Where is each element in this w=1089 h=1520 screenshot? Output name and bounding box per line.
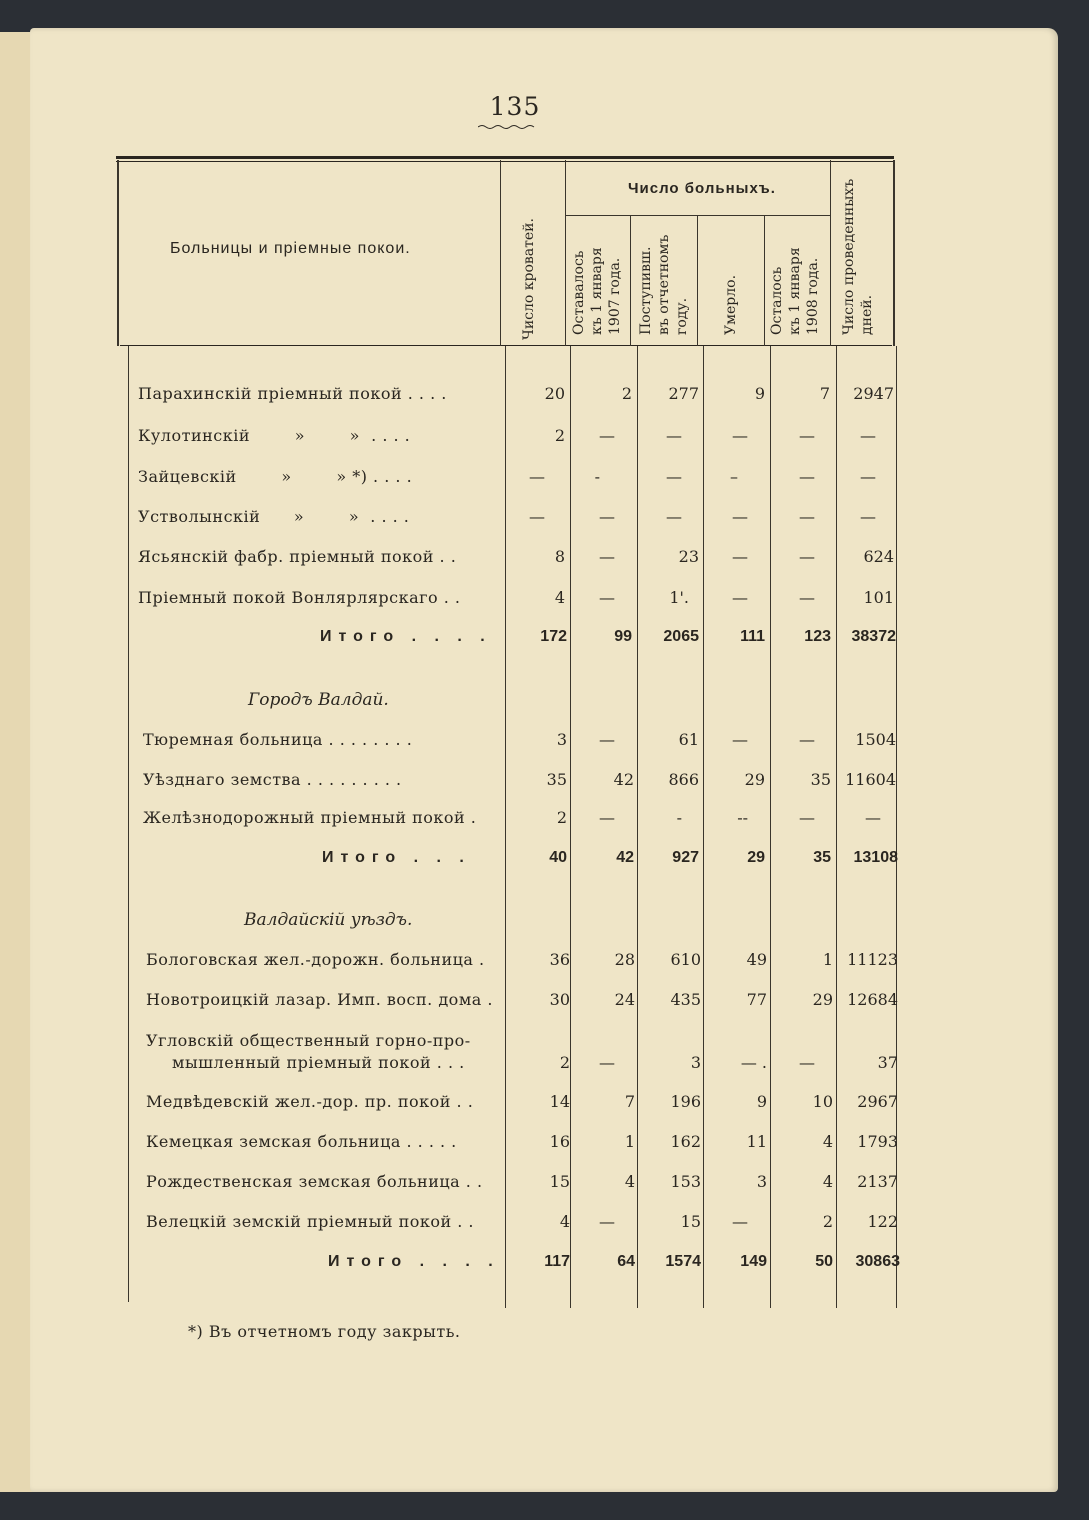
cell-remaining-1908: —	[799, 467, 815, 486]
total-died: 29	[747, 849, 765, 866]
cell-days: —	[860, 426, 876, 445]
total-beds: 117	[544, 1253, 570, 1270]
cell-admitted: 610	[670, 950, 701, 969]
cell-remaining-1908: 29	[812, 990, 833, 1009]
total-label: Итого . . .	[322, 849, 471, 866]
cell-admitted: 3	[690, 1053, 701, 1072]
table-row	[0, 426, 1089, 450]
cell-remaining-1908: —	[799, 507, 815, 526]
cell-remaining-1908: 4	[822, 1132, 833, 1151]
table-row	[0, 770, 1089, 794]
cell-died: —	[732, 426, 748, 445]
cell-beds: 15	[549, 1172, 570, 1191]
total-beds: 172	[540, 628, 567, 645]
cell-admitted: 866	[668, 770, 699, 789]
header-beds: Число кроватей.	[521, 218, 537, 340]
table-row	[0, 588, 1089, 612]
cell-beds: 2	[554, 426, 565, 445]
cell-beds: 16	[549, 1132, 570, 1151]
cell-admitted: —	[666, 426, 682, 445]
patients-group-rule	[566, 215, 830, 216]
row-name: Новотроицкій лазар. Имп. восп. дома .	[146, 990, 493, 1009]
table-row	[0, 730, 1089, 754]
row-name: Медвѣдевскій жел.-дор. пр. покой . .	[146, 1092, 474, 1111]
table-row	[0, 507, 1089, 531]
total-remaining-1907: 42	[616, 849, 634, 866]
cell-beds: 4	[554, 588, 565, 607]
cell-days: 2967	[857, 1092, 898, 1111]
table-row	[0, 1092, 1089, 1116]
cell-days: 624	[863, 547, 894, 566]
cell-remaining-1908: 1	[822, 950, 833, 969]
row-name: Рождественская земская больница . .	[146, 1172, 483, 1191]
total-remaining-1908: 50	[815, 1253, 833, 1270]
cell-admitted: 61	[678, 730, 699, 749]
cell-admitted: 196	[670, 1092, 701, 1111]
cell-days: 2947	[853, 384, 894, 403]
cell-beds: 35	[546, 770, 567, 789]
cell-admitted: 435	[670, 990, 701, 1009]
cell-remaining-1908: 7	[819, 384, 830, 403]
cell-admitted: 23	[678, 547, 699, 566]
cell-beds: —	[529, 507, 545, 526]
total-row	[0, 628, 1089, 652]
row-name: Угловскій общественный горно-про-	[146, 1031, 471, 1050]
cell-days: —	[860, 467, 876, 486]
cell-days: —	[860, 507, 876, 526]
table-top-rule-thin	[116, 161, 894, 162]
cell-beds: 2	[556, 808, 567, 827]
header-divider	[697, 215, 698, 346]
cell-admitted: 15	[680, 1212, 701, 1231]
cell-beds: 3	[556, 730, 567, 749]
row-name: Желѣзнодорожный пріемный покой .	[143, 808, 477, 827]
cell-died: --	[737, 808, 748, 827]
cell-died: —	[732, 547, 748, 566]
cell-beds: 36	[549, 950, 570, 969]
cell-died: 77	[746, 990, 767, 1009]
header-divider	[764, 215, 765, 346]
row-name: Бологовская жел.-дорожн. больница .	[146, 950, 485, 969]
total-row	[0, 849, 1089, 873]
cell-died: 9	[754, 384, 765, 403]
total-died: 149	[740, 1253, 767, 1270]
header-died: Умерло.	[723, 274, 739, 335]
header-admitted: Поступивш. въ отчетномъ году.	[638, 234, 690, 335]
table-row	[0, 467, 1089, 491]
row-name: Устволынскій » » . . . .	[138, 507, 410, 526]
cell-remaining-1907: 7	[624, 1092, 635, 1111]
table-row	[0, 547, 1089, 571]
cell-died: —	[732, 730, 748, 749]
total-remaining-1908: 35	[813, 849, 831, 866]
total-beds: 40	[549, 849, 567, 866]
cell-remaining-1908: —	[799, 547, 815, 566]
cell-remaining-1908: —	[799, 808, 815, 827]
cell-died: —	[732, 507, 748, 526]
header-days: Число проведенныхъ дней.	[841, 178, 875, 335]
cell-died: — .	[740, 1053, 767, 1072]
cell-beds: 14	[549, 1092, 570, 1111]
cell-remaining-1907: —	[599, 507, 615, 526]
cell-remaining-1908: 10	[812, 1092, 833, 1111]
row-name: Тюремная больница . . . . . . . .	[143, 730, 413, 749]
cell-remaining-1907: —	[599, 426, 615, 445]
table-row	[0, 1172, 1089, 1196]
header-left-border	[117, 160, 119, 346]
cell-beds: 20	[544, 384, 565, 403]
total-remaining-1908: 123	[804, 628, 831, 645]
header-divider	[830, 160, 831, 346]
cell-died: 11	[746, 1132, 767, 1151]
cell-admitted: 277	[668, 384, 699, 403]
cell-admitted: 153	[670, 1172, 701, 1191]
cell-days: 1793	[857, 1132, 898, 1151]
cell-admitted: -	[676, 808, 682, 827]
cell-remaining-1907: 42	[613, 770, 634, 789]
header-divider	[565, 160, 566, 346]
table-row	[0, 950, 1089, 974]
section-title: Валдайскій уѣздъ.	[244, 910, 413, 930]
cell-admitted: 1'.	[669, 588, 689, 607]
cell-died: —	[732, 1212, 748, 1231]
total-admitted: 1574	[665, 1253, 701, 1270]
table-row	[0, 990, 1089, 1014]
row-name: Велецкій земскій пріемный покой . .	[146, 1212, 475, 1231]
cell-beds: 8	[554, 547, 565, 566]
cell-remaining-1908: 35	[810, 770, 831, 789]
cell-remaining-1907: 1	[624, 1132, 635, 1151]
table-top-rule	[116, 156, 894, 159]
table-row	[0, 808, 1089, 832]
cell-remaining-1907: 28	[614, 950, 635, 969]
total-days: 13108	[853, 849, 898, 866]
cell-beds: —	[529, 467, 545, 486]
cell-died: 29	[744, 770, 765, 789]
cell-died: 49	[746, 950, 767, 969]
page-number-ornament	[478, 124, 536, 130]
total-remaining-1907: 99	[614, 628, 632, 645]
table-header-rule	[120, 345, 892, 346]
section-title: Городъ Валдай.	[248, 690, 389, 710]
cell-remaining-1907: 4	[624, 1172, 635, 1191]
row-name: Кулотинскій » » . . . .	[138, 426, 411, 445]
row-name: Уѣзднаго земства . . . . . . . . .	[143, 770, 402, 789]
cell-remaining-1907: —	[599, 808, 615, 827]
row-name: Парахинскій пріемный покой . . . .	[138, 384, 447, 403]
cell-died: —	[732, 588, 748, 607]
header-remaining-1907: Оставалось къ 1 января 1907 года.	[571, 247, 623, 335]
total-days: 38372	[851, 628, 896, 645]
cell-remaining-1907: -	[594, 467, 600, 486]
cell-remaining-1908: 2	[822, 1212, 833, 1231]
header-patients-group: Число больныхъ.	[628, 180, 776, 197]
header-right-border	[893, 160, 895, 346]
cell-days: —	[865, 808, 881, 827]
cell-days: 122	[867, 1212, 898, 1231]
cell-remaining-1907: —	[599, 547, 615, 566]
cell-remaining-1908: 4	[822, 1172, 833, 1191]
header-remaining-1908: Осталось къ 1 января 1908 года.	[769, 247, 821, 335]
row-name: Зайцевскій » » *) . . . .	[138, 467, 413, 486]
cell-remaining-1908: —	[799, 730, 815, 749]
cell-admitted: —	[666, 507, 682, 526]
total-label: Итого . . . .	[320, 628, 492, 645]
cell-remaining-1907: 2	[621, 384, 632, 403]
row-name: Кемецкая земская больница . . . . .	[146, 1132, 457, 1151]
total-admitted: 2065	[663, 628, 699, 645]
cell-days: 11123	[847, 950, 898, 969]
row-name: Ясьянскій фабр. пріемный покой . .	[138, 547, 457, 566]
total-died: 111	[740, 628, 765, 645]
cell-days: 12684	[847, 990, 898, 1009]
cell-died: 9	[756, 1092, 767, 1111]
cell-beds: 30	[549, 990, 570, 1009]
cell-beds: 2	[559, 1053, 570, 1072]
cell-remaining-1908: —	[799, 1053, 815, 1072]
total-row	[0, 1253, 1089, 1277]
cell-days: 11604	[845, 770, 896, 789]
total-days: 30863	[855, 1253, 900, 1270]
header-divider	[500, 160, 501, 346]
cell-admitted: —	[666, 467, 682, 486]
cell-remaining-1907: —	[599, 1212, 615, 1231]
header-institution: Больницы и пріемные покои.	[170, 240, 411, 257]
cell-remaining-1907: —	[599, 730, 615, 749]
cell-remaining-1907: —	[599, 588, 615, 607]
page-number: 135	[489, 92, 541, 121]
row-name: Пріемный покой Вонлярлярскаго . .	[138, 588, 461, 607]
table-row	[0, 1132, 1089, 1156]
total-label: Итого . . . .	[328, 1253, 500, 1270]
cell-remaining-1907: 24	[614, 990, 635, 1009]
header-divider	[630, 215, 631, 346]
total-remaining-1907: 64	[617, 1253, 635, 1270]
cell-days: 2137	[857, 1172, 898, 1191]
table-row	[0, 1212, 1089, 1236]
cell-remaining-1908: —	[799, 588, 815, 607]
cell-days: 101	[863, 588, 894, 607]
cell-died: 3	[756, 1172, 767, 1191]
cell-days: 1504	[855, 730, 896, 749]
cell-died: –	[730, 467, 738, 486]
cell-days: 37	[877, 1053, 898, 1072]
row-name-continuation: мышленный пріемный покой . . .	[172, 1053, 465, 1072]
cell-remaining-1908: —	[799, 426, 815, 445]
total-admitted: 927	[672, 849, 699, 866]
table-row	[0, 1031, 1089, 1077]
table-row	[0, 384, 1089, 408]
cell-remaining-1907: —	[599, 1053, 615, 1072]
cell-beds: 4	[559, 1212, 570, 1231]
cell-admitted: 162	[670, 1132, 701, 1151]
footnote: *) Въ отчетномъ году закрыть.	[188, 1322, 461, 1341]
